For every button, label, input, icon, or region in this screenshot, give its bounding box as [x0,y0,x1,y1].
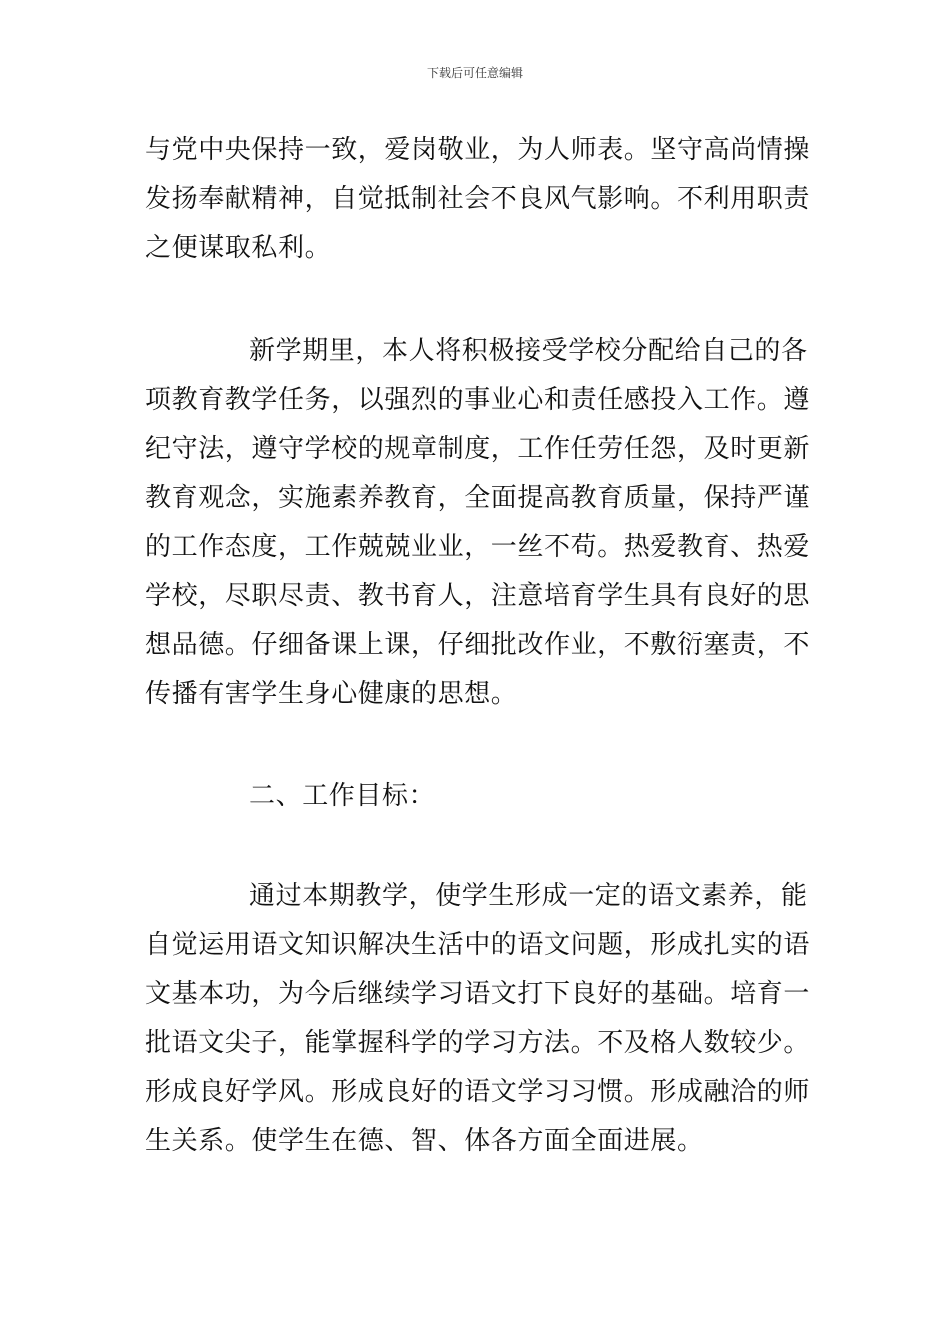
section-heading-work-goals: 二、工作目标： [249,781,436,811]
paragraph-2: 新学期里，本人将积极接受学校分配给自己的各项教育教学任务，以强烈的事业心和责任感投入工作。遵纪守法，遵守学校的规章制度，工作任劳任怨，及时更新教育观念，实施素养教育，全面提高教育质量，保持严谨的工作态度，工作兢兢业业，一丝不苟。热爱教育、热爱学校，尽职尽责、教书育人，注意培育学生具有良好的思想品德。仔细备课上课，仔细批改作业，不敷衍塞责，不传播有害学生身心健康的思想。 [145,336,811,709]
page-header: 下载后可任意编辑 [426,66,523,80]
paragraph-1: 与党中央保持一致，爱岗敬业，为人师表。坚守高尚情操发扬奉献精神，自觉抵制社会不良风气影响。不利用职责之便谋取私利。 [145,135,811,263]
paragraph-3: 通过本期教学，使学生形成一定的语文素养，能自觉运用语文知识解决生活中的语文问题，形成扎实的语文基本功，为今后继续学习语文打下良好的基础。培育一批语文尖子，能掌握科学的学习方法。不及格人数较少。形成良好学风。形成良好的语文学习习惯。形成融洽的师生关系。使学生在德、智、体各方面全面进展。 [145,881,811,1156]
